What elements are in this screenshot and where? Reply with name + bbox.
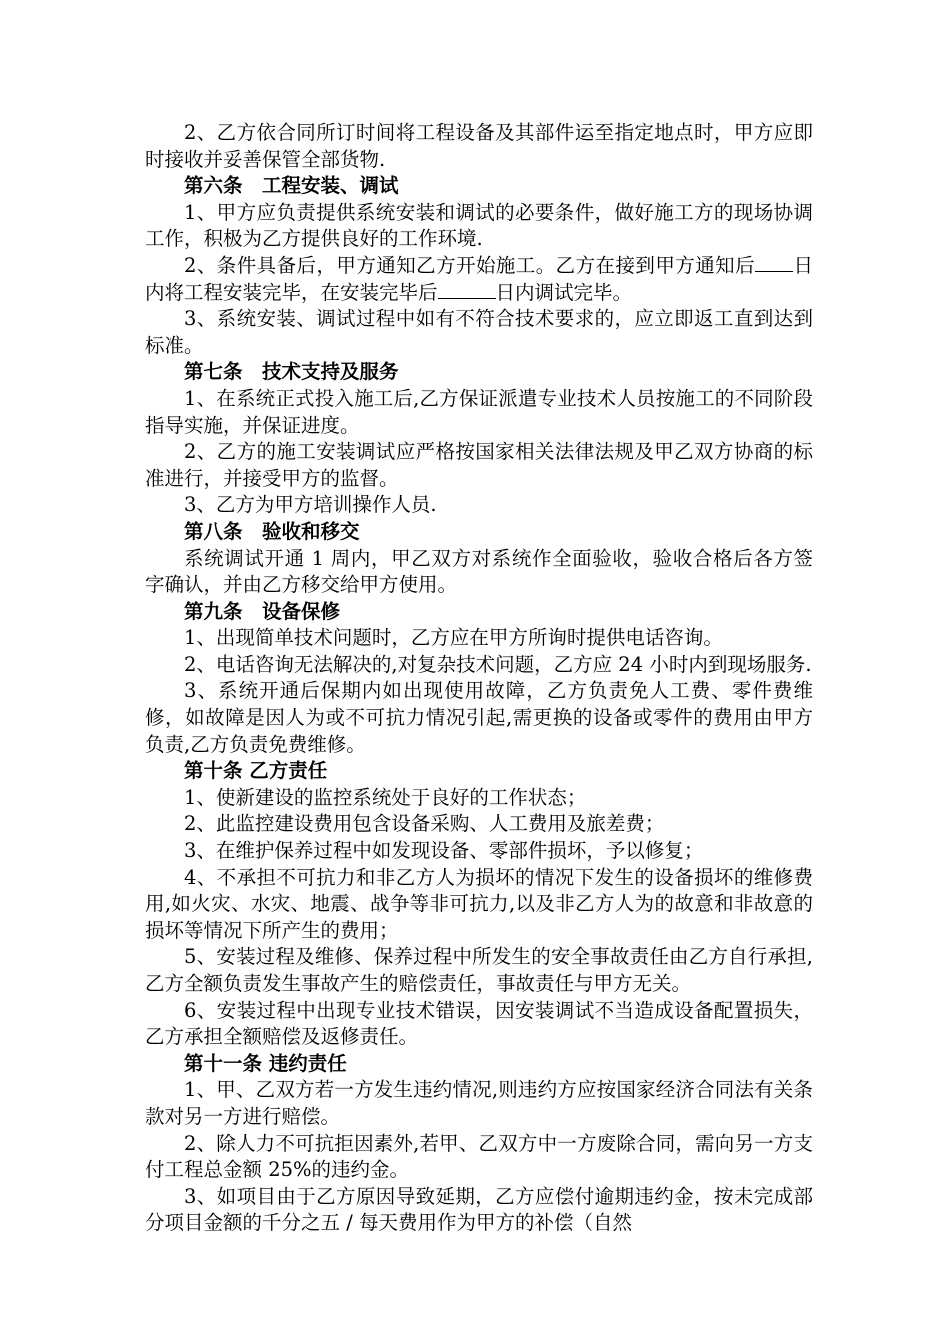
- paragraph-9-2: 2、电话咨询无法解决的,对复杂技术问题，乙方应 24 小时内到现场服务.: [184, 652, 812, 676]
- paragraph-9-1: 1、出现简单技术问题时，乙方应在甲方所询时提供电话咨询。: [184, 626, 723, 650]
- paragraph-10-1: 1、使新建设的监控系统处于良好的工作状态；: [184, 785, 587, 809]
- paragraph-7-1: 1、在系统正式投入施工后,乙方保证派遣专业技术人员按施工的不同阶段指导实施，并保证进度。: [145, 386, 813, 437]
- paragraph-9-3: 3、系统开通后保期内如出现使用故障，乙方负责免人工费、零件费维修，如故障是因人为或不可抗力情况引起,需更换的设备或零件的费用由甲方负责,乙方负责免费维修。: [145, 679, 813, 756]
- article-10-heading: 第十条 乙方责任: [184, 759, 328, 783]
- blank-line-install-days: [755, 253, 793, 272]
- article-8-heading: 第八条 验收和移交: [184, 519, 360, 543]
- paragraph-7-3: 3、乙方为甲方培训操作人员.: [184, 493, 437, 517]
- paragraph-10-2: 2、此监控建设费用包含设备采购、人工费用及旅差费；: [184, 812, 665, 836]
- paragraph-11-2: 2、除人力不可抗拒因素外,若甲、乙双方中一方废除合同，需向另一方支付工程总金额 25%的违约金。: [145, 1131, 813, 1182]
- paragraph-6-2-part-c: 日内调试完毕。: [495, 280, 633, 304]
- paragraph-10-5: 5、安装过程及维修、保养过程中所发生的安全事故责任由乙方自行承担,乙方全额负责发生事故产生的赔偿责任，事故责任与甲方无关。: [145, 945, 813, 995]
- document-page: [145, 120, 813, 1237]
- paragraph-7-2: 2、乙方的施工安装调试应严格按国家相关法律法规及甲乙双方协商的标准进行，并接受甲方的监督。: [145, 440, 813, 490]
- paragraph-11-3: 3、如项目由于乙方原因导致延期，乙方应偿付逾期违约金，按未完成部分项目金额的千分之五 / 每天费用作为甲方的补偿（自然: [145, 1184, 813, 1235]
- paragraph-6-2-part-a: 2、条件具备后，甲方通知乙方开始施工。乙方在接到甲方通知后: [184, 253, 756, 277]
- paragraph-10-6: 6、安装过程中出现专业技术错误，因安装调试不当造成设备配置损失，乙方承担全额赔偿及返修责任。: [145, 998, 813, 1049]
- paragraph-8-1: 系统调试开通 1 周内，甲乙双方对系统作全面验收，验收合格后各方签字确认，并由乙方移交给甲方使用。: [145, 546, 813, 597]
- paragraph-6-2: [145, 253, 813, 306]
- article-11-heading: 第十一条 违约责任: [184, 1051, 347, 1075]
- paragraph-10-4: 4、不承担不可抗力和非乙方人为损坏的情况下发生的设备损坏的维修费用,如火灾、水灾、地震、战争等非可抗力,以及非乙方人为的故意和非故意的损坏等情况下所产生的费用；: [145, 865, 813, 942]
- blank-line-debug-days: [438, 280, 496, 299]
- paragraph-5-2: 2、乙方依合同所订时间将工程设备及其部件运至指定地点时，甲方应即时接收并妥善保管全部货物.: [145, 121, 813, 171]
- article-6-heading: 第六条 工程安装、调试: [184, 174, 399, 198]
- article-9-heading: 第九条 设备保修: [184, 599, 341, 623]
- paragraph-6-2-part-b: 日内将工程安装完毕，在安装完毕后: [145, 253, 813, 304]
- article-7-heading: 第七条 技术支持及服务: [184, 360, 399, 384]
- paragraph-11-1: 1、甲、乙双方若一方发生违约情况,则违约方应按国家经济合同法有关条款对另一方进行赔偿。: [145, 1078, 813, 1128]
- paragraph-10-3: 3、在维护保养过程中如发现设备、零部件损坏，予以修复；: [184, 839, 704, 863]
- paragraph-6-1: 1、甲方应负责提供系统安装和调试的必要条件，做好施工方的现场协调工作，积极为乙方提供良好的工作环境.: [145, 200, 813, 251]
- paragraph-6-3: 3、系统安装、调试过程中如有不符合技术要求的，应立即返工直到达到标准。: [145, 307, 813, 357]
